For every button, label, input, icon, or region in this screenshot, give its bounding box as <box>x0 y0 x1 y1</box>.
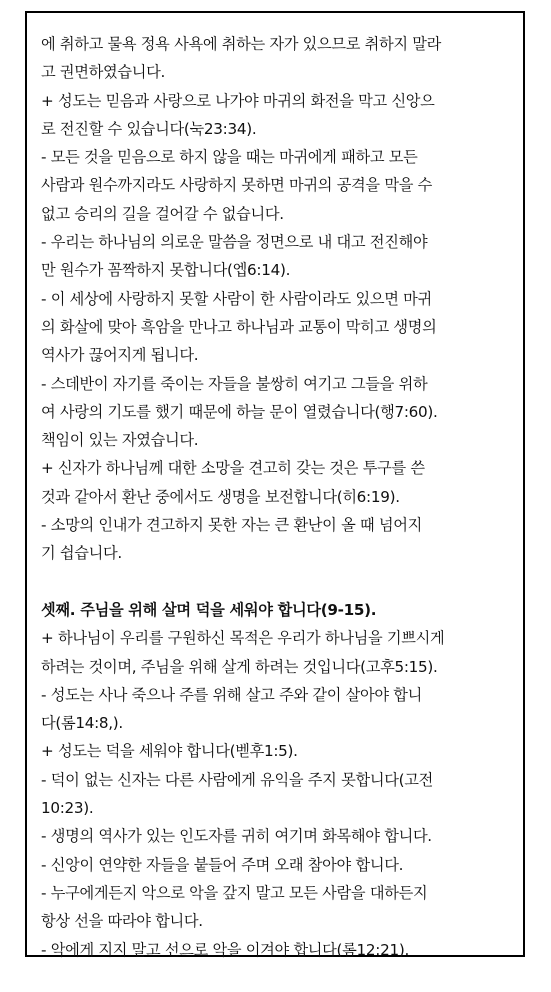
text-line: 만 원수가 꼼짝하지 못합니다(엡6:14). <box>41 261 291 280</box>
text-line: - 성도는 사나 죽으나 주를 위해 살고 주와 같이 살아야 합니 <box>41 685 422 704</box>
text-line: + 하나님이 우리를 구원하신 목적은 우리가 하나님을 기쁘시게 <box>41 629 445 648</box>
text-line: 없고 승리의 길을 걸어갈 수 없습니다. <box>41 204 284 223</box>
text-line: 10:23). <box>41 799 94 818</box>
text-line: 다(롬14:8,). <box>41 714 123 733</box>
text-line: 고 권면하였습니다. <box>41 63 166 82</box>
text-line: - 신앙이 연약한 자들을 붙들어 주며 오래 참아야 합니다. <box>41 855 404 874</box>
text-line: 의 화살에 맞아 흑암을 만나고 하나님과 교통이 막히고 생명의 <box>41 317 437 336</box>
section-heading: 셋째. 주님을 위해 살며 덕을 세워야 합니다(9-15). <box>41 600 377 619</box>
paragraph-spacer <box>41 568 511 596</box>
text-line: 것과 같아서 환난 중에서도 생명을 보전합니다(히6:19). <box>41 487 400 506</box>
text-line: - 소망의 인내가 견고하지 못한 자는 큰 환난이 올 때 넘어지 <box>41 516 422 535</box>
text-line: 기 쉽습니다. <box>41 544 122 563</box>
text-box-frame <box>25 11 525 957</box>
text-line: - 덕이 없는 신자는 다른 사람에게 유익을 주지 못합니다(고전 <box>41 770 433 789</box>
text-line: 로 전진할 수 있습니다(눅23:34). <box>41 119 257 138</box>
text-line: + 성도는 믿음과 사랑으로 나가야 마귀의 화전을 막고 신앙으 <box>41 91 435 110</box>
text-line: 사람과 원수까지라도 사랑하지 못하면 마귀의 공격을 막을 수 <box>41 176 432 195</box>
text-line: - 악에게 지지 말고 선으로 악을 이겨야 합니다(롬12:21). <box>41 940 409 959</box>
text-line: + 신자가 하나님께 대한 소망을 견고히 갖는 것은 투구를 쓴 <box>41 459 425 478</box>
text-line: + 성도는 덕을 세워야 합니다(벧후1:5). <box>41 742 298 761</box>
text-body <box>41 30 511 964</box>
text-line: 역사가 끊어지게 됩니다. <box>41 346 199 365</box>
text-line: - 누구에게든지 악으로 악을 갚지 말고 모든 사람을 대하든지 <box>41 883 428 902</box>
text-line: 에 취하고 물욕 정욕 사욕에 취하는 자가 있으므로 취하지 말라 <box>41 35 442 53</box>
text-line: - 모든 것을 믿음으로 하지 않을 때는 마귀에게 패하고 모든 <box>41 148 418 167</box>
text-line: 항상 선을 따라야 합니다. <box>41 912 203 931</box>
text-line: 책임이 있는 자였습니다. <box>41 431 199 450</box>
text-line: 하려는 것이며, 주님을 위해 살게 하려는 것입니다(고후5:15). <box>41 657 438 676</box>
text-line: - 생명의 역사가 있는 인도자를 귀히 여기며 화목해야 합니다. <box>41 827 432 846</box>
text-line: 여 사랑의 기도를 했기 때문에 하늘 문이 열렸습니다(행7:60). <box>41 402 438 421</box>
text-line: - 이 세상에 사랑하지 못할 사람이 한 사람이라도 있으면 마귀 <box>41 289 432 308</box>
text-line: - 스데반이 자기를 죽이는 자들을 불쌍히 여기고 그들을 위하 <box>41 374 428 393</box>
text-line: - 우리는 하나님의 의로운 말씀을 정면으로 내 대고 전진해야 <box>41 233 428 252</box>
